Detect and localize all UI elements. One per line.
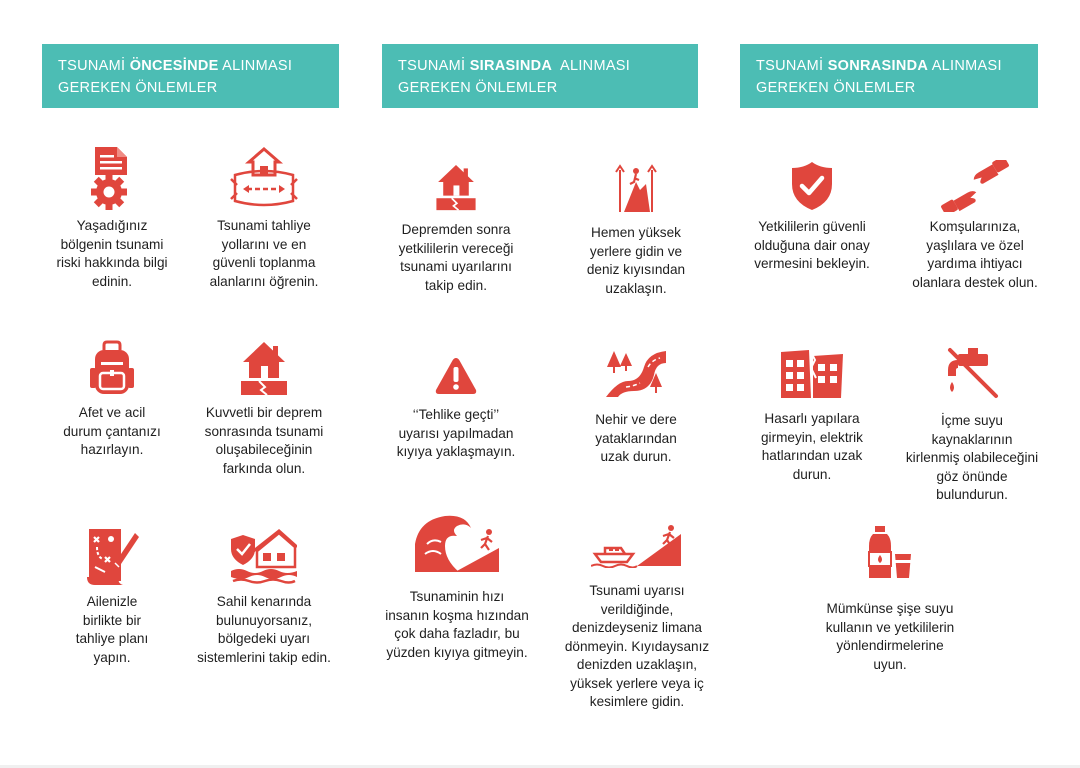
earthquake-house-icon: [237, 340, 291, 398]
tip-coastal-warnings: Sahil kenarında bulunuyorsanız, bölgedeki uyarı sistemlerini takip edin.: [188, 527, 340, 667]
helping-hands-icon: [935, 160, 1015, 212]
warning-icon: [434, 356, 478, 396]
evacuation-plan-icon: [83, 527, 141, 587]
river-icon: [604, 347, 668, 399]
tip-damaged-buildings: Hasarlı yapılara girmeyin, elektrik hatlarından uzak durun.: [742, 348, 882, 484]
tip-at-sea-warning: Tsunami uyarısı verildiğinde, denizdeyseniz limana dönmeyin. Kıyıdaysanız denizden uzaklaşın, yüksek yerlere veya iç kesimlere gidin.: [552, 522, 722, 712]
tip-wait-all-clear: ‘‘Tehlike geçti’’ uyarısı yapılmadan kıyıya yaklaşmayın.: [386, 356, 526, 462]
tip-earthquake-awareness: Kuvvetli bir deprem sonrasında tsunami oluşabileceğinin farkında olun.: [192, 340, 336, 478]
header-before: TSUNAMİ ÖNCESİNDE ALINMASI GEREKEN ÖNLEMLER: [42, 44, 339, 108]
high-ground-icon: [614, 160, 658, 214]
evacuation-route-icon: [229, 145, 299, 211]
tip-bottled-water: Mümkünse şişe suyu kullanın ve yetkililerin yönlendirmelerine uyun.: [800, 524, 980, 674]
tip-learn-risk: Yaşadığınız bölgenin tsunami riski hakkında bilgi edinin.: [42, 145, 182, 291]
no-tap-water-icon: [944, 346, 1000, 402]
header-during: TSUNAMİ SIRASINDA ALINMASI GEREKEN ÖNLEMLER: [382, 44, 698, 108]
tsunami-wave-runner-icon: [415, 514, 499, 574]
tip-high-ground: Hemen yüksek yerlere gidin ve deniz kıyısından uzaklaşın.: [568, 160, 704, 298]
tip-evacuation-routes: Tsunami tahliye yollarını ve en güvenli toplanma alanlarını öğrenin.: [192, 145, 336, 291]
tip-avoid-rivers: Nehir ve dere yataklarından uzak durun.: [568, 347, 704, 467]
tip-emergency-bag: Afet ve acil durum çantanızı hazırlayın.: [42, 340, 182, 460]
tip-help-neighbors: Komşularınıza, yaşlılara ve özel yardıma ihtiyacı olanlara destek olun.: [900, 160, 1050, 292]
coastal-house-shield-icon: [231, 527, 297, 587]
damaged-buildings-icon: [779, 348, 845, 400]
tip-follow-warnings: Depremden sonra yetkililerin vereceği tsunami uyarılarını takip edin.: [386, 163, 526, 295]
boat-hill-icon: [591, 522, 683, 568]
tip-family-plan: Ailenizle birlikte bir tahliye planı yapın.: [42, 527, 182, 667]
earthquake-house-icon: [433, 163, 479, 213]
header-after: TSUNAMİ SONRASINDA ALINMASI GEREKEN ÖNLEMLER: [740, 44, 1038, 108]
document-gear-icon: [87, 145, 137, 211]
tip-wait-approval: Yetkililerin güvenli olduğuna dair onay vermesini bekleyin.: [742, 160, 882, 274]
emergency-backpack-icon: [87, 340, 137, 398]
tip-tsunami-speed: Tsunaminin hızı insanın koşma hızından çok daha fazladır, bu yüzden kıyıya gitmeyin.: [376, 514, 538, 662]
shield-check-icon: [790, 160, 834, 212]
bottled-water-icon: [867, 524, 913, 580]
tip-contaminated-water: İçme suyu kaynaklarının kirlenmiş olabileceğini göz önünde bulundurun.: [894, 346, 1050, 505]
